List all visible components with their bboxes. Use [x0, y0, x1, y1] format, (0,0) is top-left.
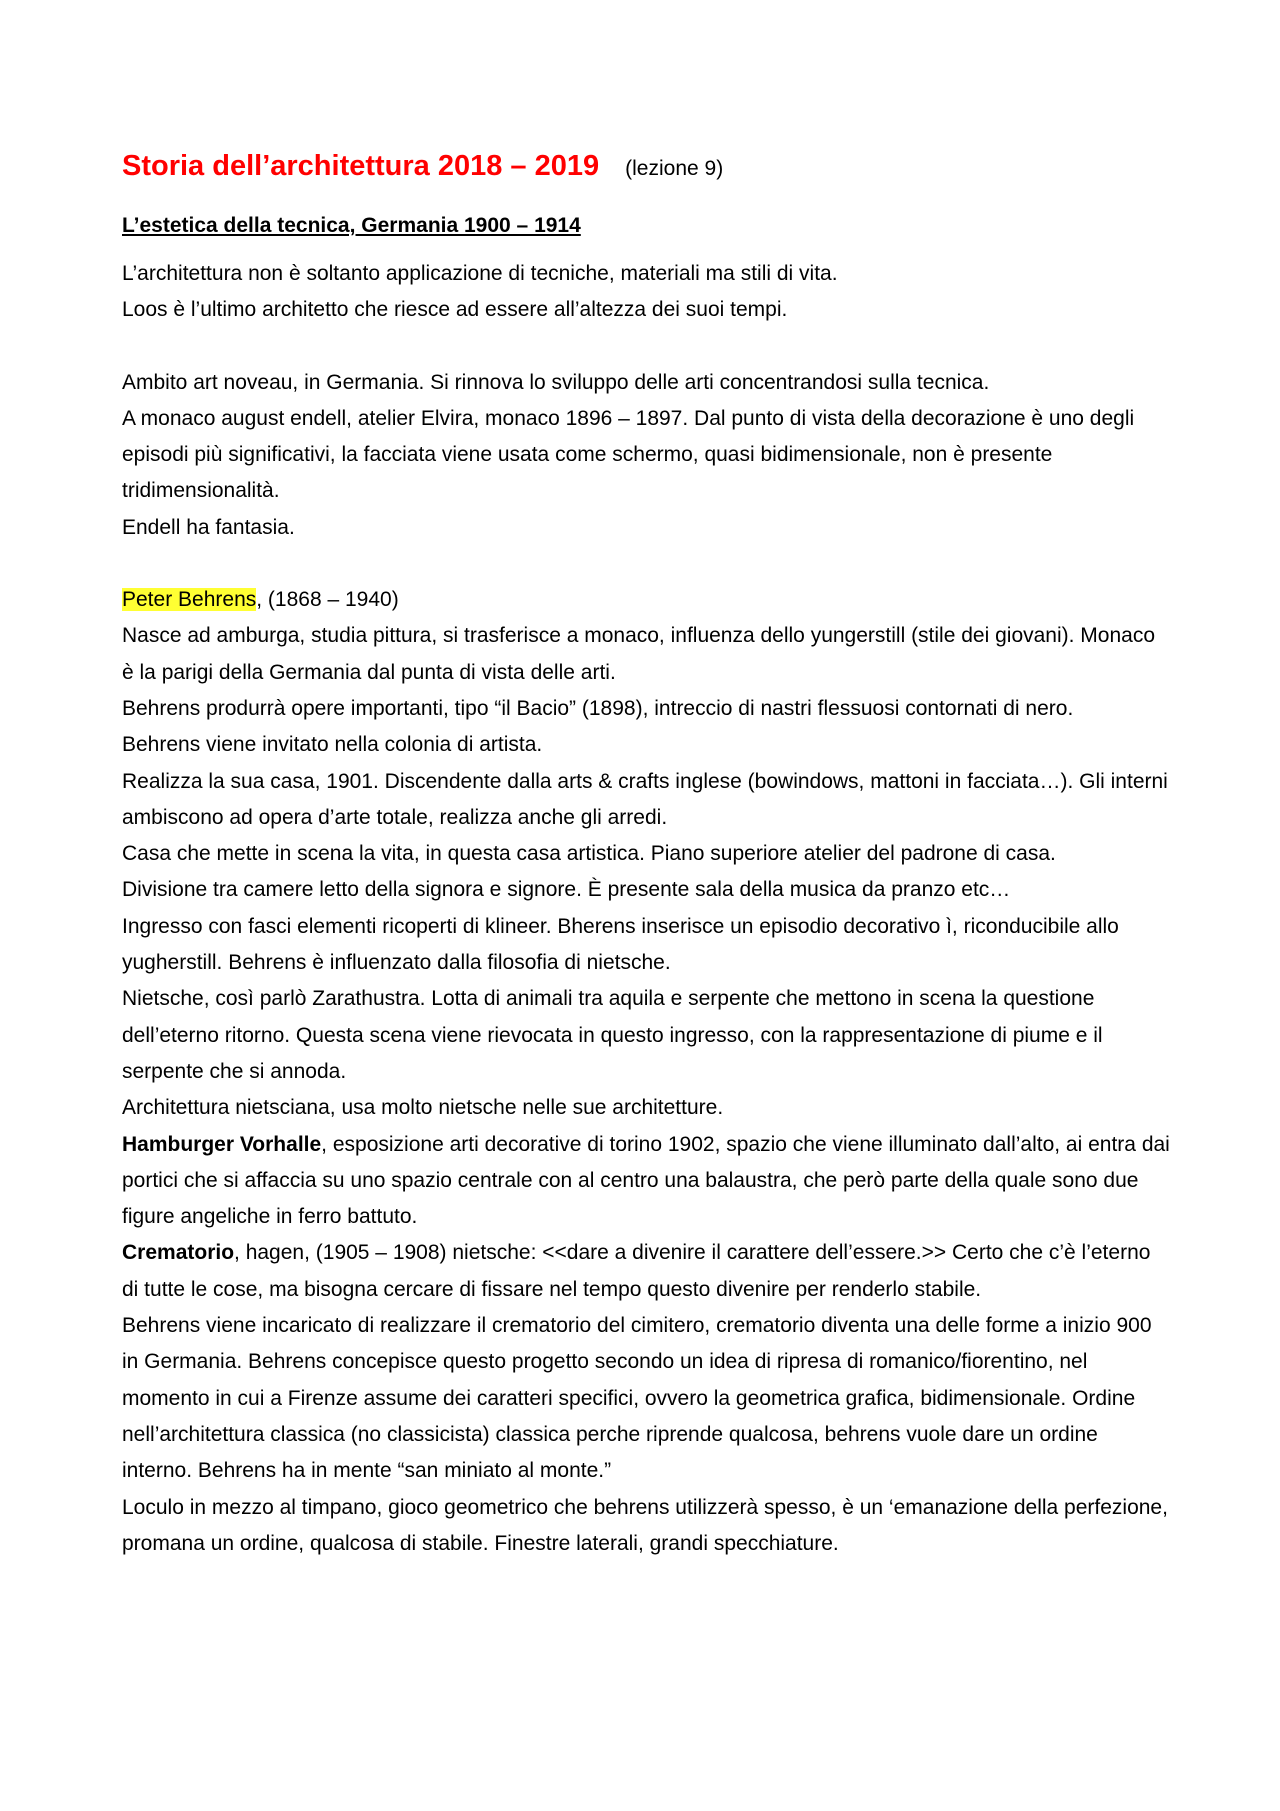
hamburger-paragraph	[122, 1127, 1172, 1236]
spacer	[122, 244, 1172, 256]
paragraph: A monaco august endell, atelier Elvira, monaco 1896 – 1897. Dal punto di vista della decorazione è uno degli episodi più significativi, la facciata viene usata come schermo, quasi bidimensionale, non è presente tridimensionalità.	[122, 406, 1135, 503]
bold-term: Crematorio	[122, 1241, 235, 1265]
highlighted-name: Peter Behrens	[122, 588, 257, 612]
document-title: Storia dell’architettura 2018 – 2019	[122, 150, 600, 182]
paragraph: Ingresso con fasci elementi ricoperti di klineer. Bherens inserisce un episodio decorativo ì, riconducibile allo yugherstill. Behrens è influenzato dalla filosofia di nietsche.	[122, 914, 1119, 975]
paragraph: Architettura nietsciana, usa molto nietsche nelle sue architetture.	[122, 1096, 724, 1120]
paragraph: Loos è l’ultimo architetto che riesce ad essere all’altezza dei suoi tempi.	[122, 298, 788, 322]
behrens-heading	[122, 582, 1172, 618]
paragraph: Divisione tra camere letto della signora e signore. È presente sala della musica da pranzo etc…	[122, 878, 1011, 902]
lesson-label: (lezione 9)	[625, 157, 724, 180]
spacer	[122, 329, 1172, 365]
paragraph: Realizza la sua casa, 1901. Discendente dalla arts & crafts inglese (bowindows, mattoni in facciata…). Gli interni ambiscono ad opera d’arte totale, realizza anche gli arredi.	[122, 769, 1168, 829]
paragraph: L’architettura non è soltanto applicazione di tecniche, materiali ma stili di vita.	[122, 262, 838, 285]
paragraph: Ambito art noveau, in Germania. Si rinnova lo sviluppo delle arti concentrandosi sulla tecnica.	[122, 370, 990, 394]
paragraph: Nasce ad amburga, studia pittura, si trasferisce a monaco, influenza dello yungerstill (stile dei giovani). Monaco è la parigi della Germania dal punta di vista delle arti.	[122, 624, 1156, 684]
paragraph-text: , esposizione arti decorative di torino 1902, spazio che viene illuminato dall’alto, ai entra dai portici che si affaccia su uno spazio centrale con al centro una balaustra, che però parte della quale sono due figure angeliche in ferro battuto.	[122, 1132, 1170, 1229]
paragraph: Nietsche, così parlò Zarathustra. Lotta di animali tra aquila e serpente che mettono in scena la questione dell’eterno ritorno. Questa scena viene rievocata in questo ingresso, con la rappresentazione di piume e il serpente che si annoda.	[122, 987, 1103, 1083]
document-body	[122, 150, 1172, 1562]
bold-term: Hamburger Vorhalle	[122, 1132, 322, 1156]
paragraph: Casa che mette in scena la vita, in questa casa artistica. Piano superiore atelier del padrone di casa.	[122, 842, 1056, 866]
spacer	[122, 546, 1172, 582]
paragraph: Behrens produrrà opere importanti, tipo “il Bacio” (1898), intreccio di nastri flessuosi contornati di nero.	[122, 696, 1074, 720]
paragraph: Behrens viene invitato nella colonia di artista.	[122, 733, 543, 757]
paragraph: Loculo in mezzo al timpano, gioco geometrico che behrens utilizzerà spesso, è un ‘emanazione della perfezione, promana un ordine, qualcosa di stabile. Finestre laterali, grandi specchiature.	[122, 1495, 1168, 1555]
paragraph-text: , hagen, (1905 – 1908) nietsche: <<dare a divenire il carattere dell’essere.>> Certo che c’è l’eterno di tutte le cose, ma bisogna cercare di fissare nel tempo questo divenire per renderlo stabile.	[122, 1241, 1151, 1301]
title-row	[122, 150, 1172, 202]
paragraph: Behrens viene incaricato di realizzare il crematorio del cimitero, crematorio diventa una delle forme a inizio 900 in Germania. Behrens concepisce questo progetto secondo un idea di ripresa di romanico/fiorentino, nel momento in cui a Firenze assume dei caratteri specifici, ovvero la geometrica grafica, bidimensionale. Ordine nell’architettura classica (no classicista) classica perche riprende qualcosa, behrens vuole dare un ordine interno. Behrens ha in mente “san miniato al monte.”	[122, 1314, 1152, 1483]
behrens-dates: , (1868 – 1940)	[256, 588, 399, 612]
crematorio-paragraph	[122, 1235, 1172, 1308]
section-heading: L’estetica della tecnica, Germania 1900 – 1914	[122, 214, 581, 237]
paragraph: Endell ha fantasia.	[122, 515, 295, 539]
